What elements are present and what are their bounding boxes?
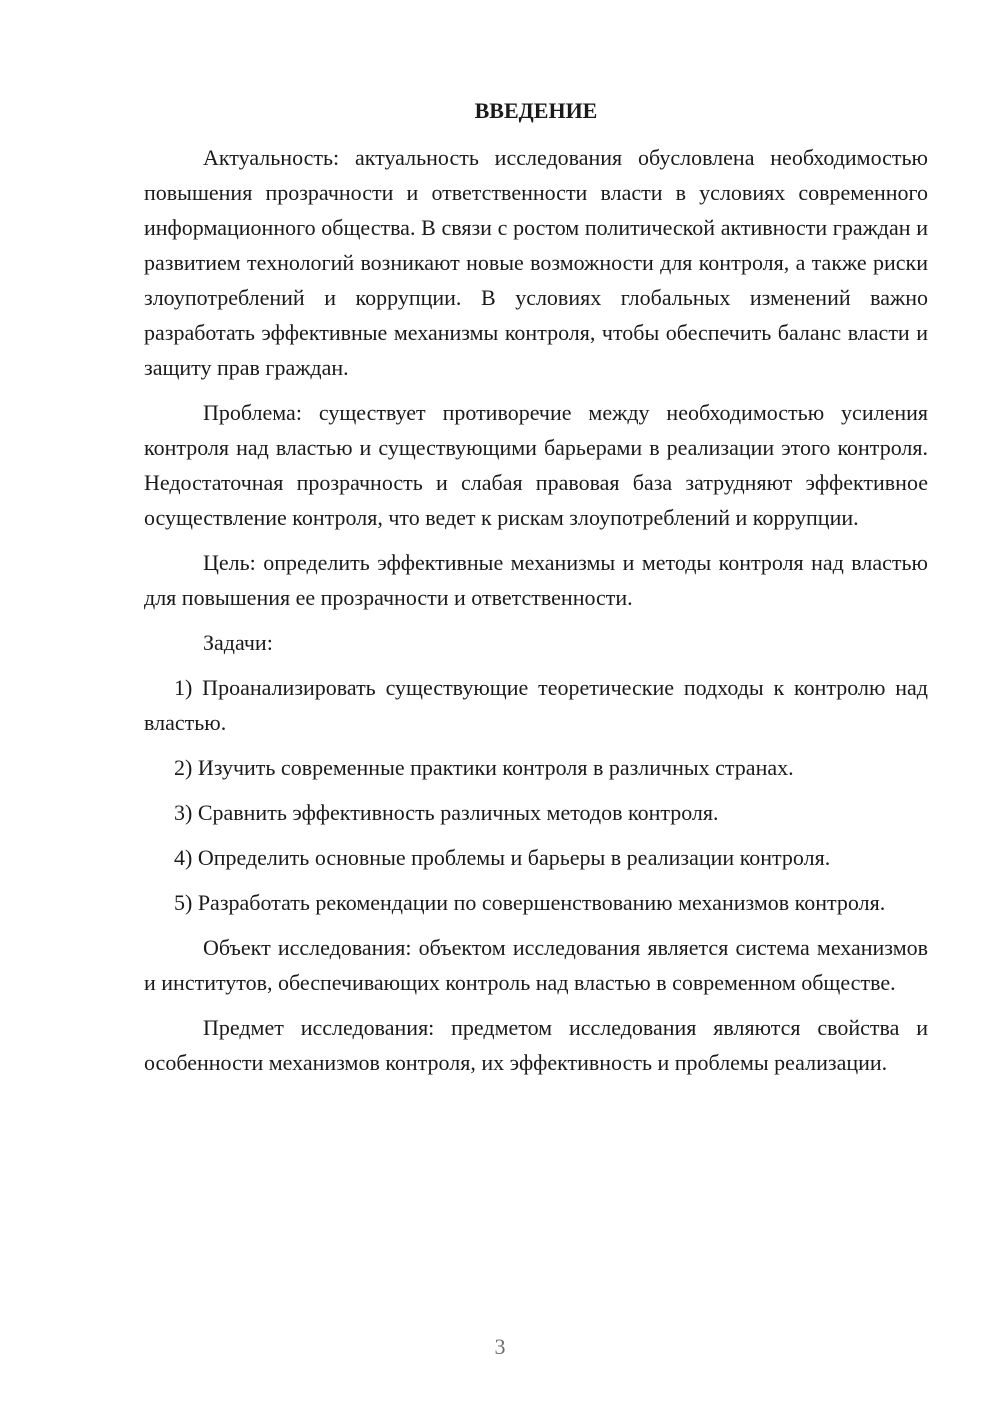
- paragraph-goal: Цель: определить эффективные механизмы и методы контроля над властью для повышения ее прозрачности и ответственности.: [144, 550, 928, 610]
- paragraph-subject: Предмет исследования: предметом исследования являются свойства и особенности механизмов контроля, их эффективность и проблемы реализации.: [144, 1015, 928, 1075]
- page-number: 3: [494, 1334, 506, 1359]
- task-item: 2) Изучить современные практики контроля в различных странах.: [174, 755, 794, 780]
- paragraph-problem: Проблема: существует противоречие между необходимостью усиления контроля над властью и существующими барьерами в реализации этого контроля. Недостаточная прозрачность и слабая правовая база затрудняют эффективное осуществление контроля, что ведет к рискам злоупотреблений и коррупции.: [144, 400, 928, 530]
- section-title: ВВЕДЕНИЕ: [474, 98, 598, 123]
- task-item: 4) Определить основные проблемы и барьеры в реализации контроля.: [174, 845, 831, 870]
- tasks-list: [144, 670, 928, 920]
- paragraph-object: Объект исследования: объектом исследования является система механизмов и институтов, обеспечивающих контроль над властью в современном обществе.: [144, 935, 928, 995]
- task-item: 5) Разработать рекомендации по совершенствованию механизмов контроля.: [174, 890, 886, 915]
- tasks-heading: Задачи:: [203, 630, 273, 655]
- task-item: 3) Сравнить эффективность различных методов контроля.: [174, 800, 719, 825]
- paragraph-relevance: Актуальность: актуальность исследования обусловлена необходимостью повышения прозрачности и ответственности власти в условиях современного информационного общества. В связи с ростом политической активности граждан и развитием технологий возникают новые возможности для контроля, а также риски злоупотреблений и коррупции. В условиях глобальных изменений важно разработать эффективные механизмы контроля, чтобы обеспечить баланс власти и защиту прав граждан.: [144, 145, 928, 380]
- document-page: [144, 96, 928, 1090]
- task-item: 1) Проанализировать существующие теоретические подходы к контролю над властью.: [144, 675, 928, 735]
